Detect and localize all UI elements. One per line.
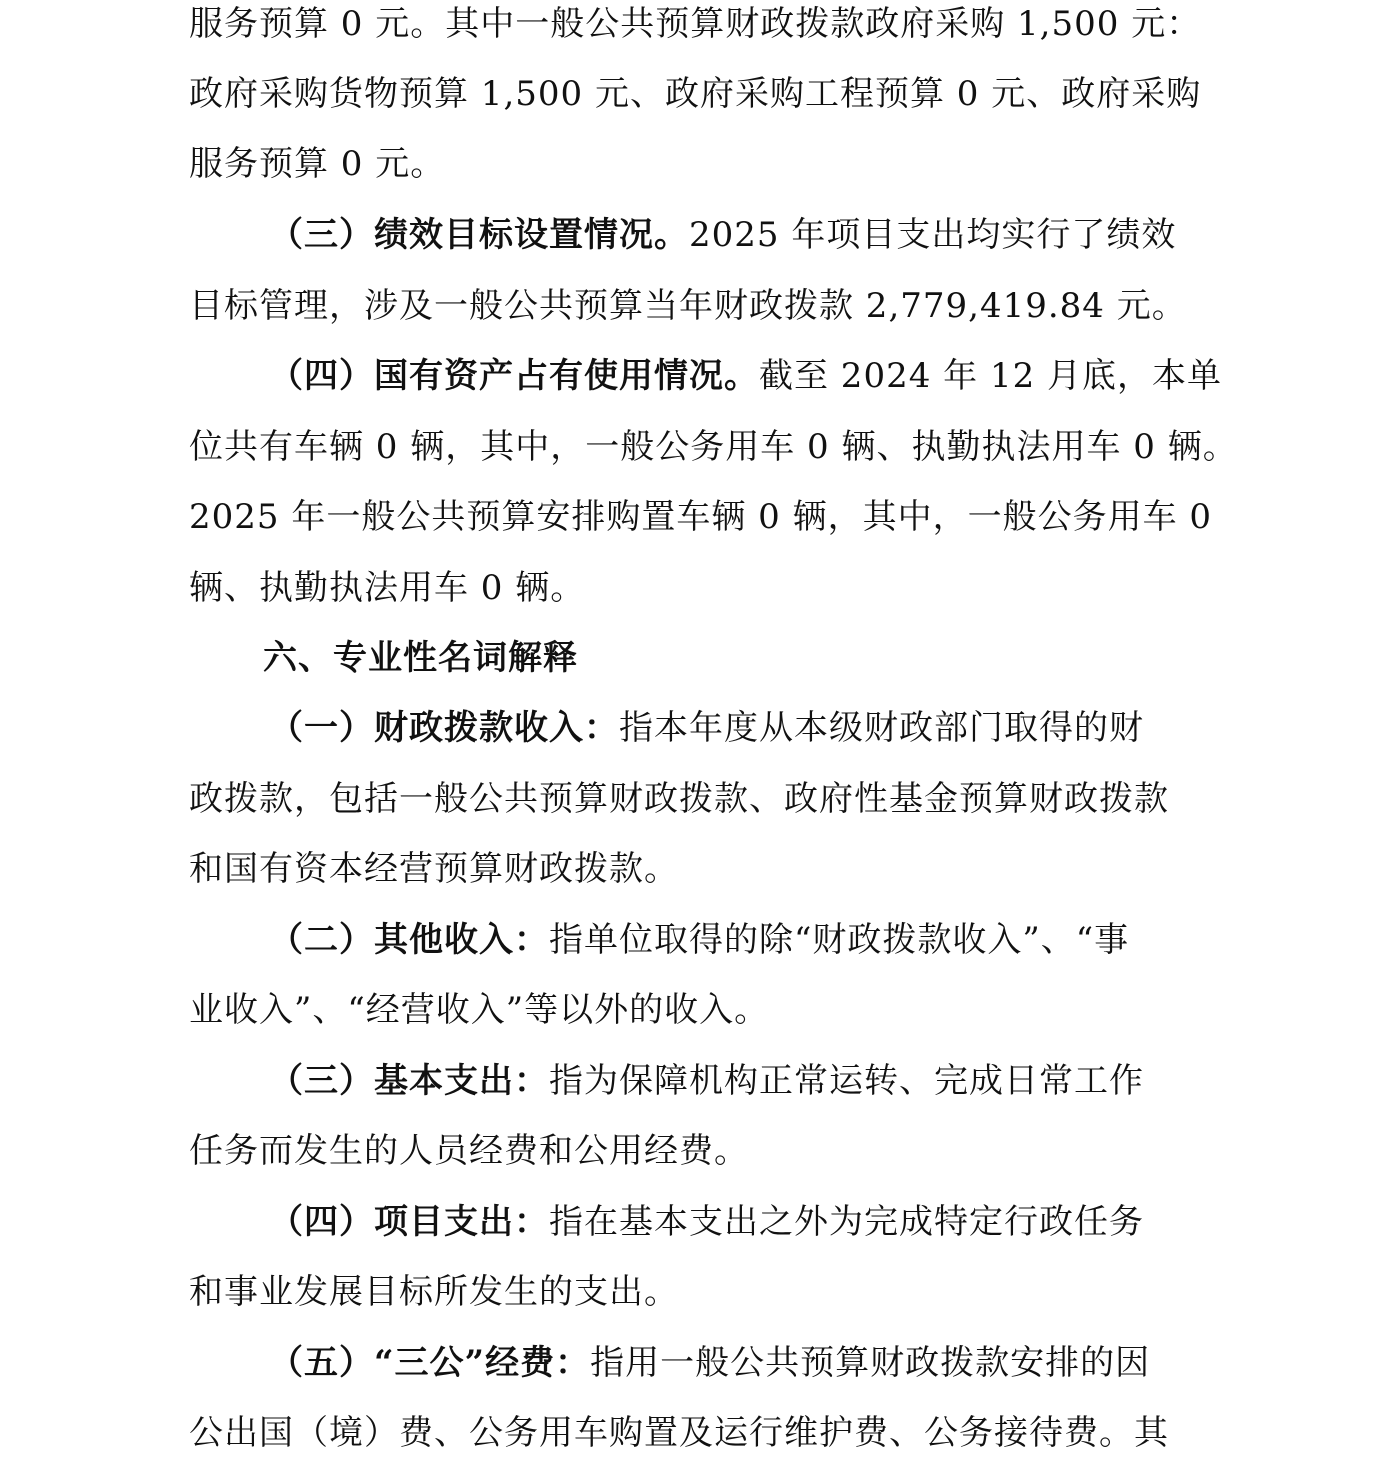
- line-text: 政府采购货物预算 1,500 元、政府采购工程预算 0 元、政府采购: [189, 74, 1202, 114]
- line-text: 服务预算 0 元。其中一般公共预算财政拨款政府采购 1,500 元：: [189, 4, 1202, 44]
- paragraph-line: [189, 424, 1238, 470]
- line-text: 业收入”、“经营收入”等以外的收入。: [189, 990, 770, 1030]
- line-text: 服务预算 0 元。: [189, 144, 446, 184]
- paragraph-line: [189, 141, 445, 187]
- line-text: 指为保障机构正常运转、完成日常工作: [549, 1061, 1144, 1101]
- paragraph-line: [189, 1128, 749, 1174]
- subsection-title: （三）绩效目标设置情况。: [269, 215, 689, 255]
- paragraph-line: [269, 1058, 1144, 1104]
- paragraph-line: [269, 705, 1144, 751]
- term-title: （三）基本支出：: [269, 1061, 549, 1101]
- term-title: （二）其他收入：: [269, 920, 549, 960]
- term-title: （四）项目支出：: [269, 1202, 549, 1242]
- paragraph-line: [189, 1, 1201, 47]
- paragraph-line: [189, 494, 1212, 540]
- section-heading: [263, 635, 578, 681]
- line-text: 目标管理，涉及一般公共预算当年财政拨款 2,779,419.84 元。: [189, 286, 1187, 326]
- line-text: 任务而发生的人员经费和公用经费。: [189, 1131, 749, 1171]
- paragraph-line: [189, 283, 1187, 329]
- paragraph-line: [269, 917, 1129, 963]
- line-text: 截至 2024 年 12 月底，本单: [759, 356, 1223, 396]
- paragraph-line: [269, 353, 1222, 399]
- section-heading-text: 六、专业性名词解释: [263, 638, 578, 678]
- paragraph-line: [189, 71, 1201, 117]
- line-text: 指用一般公共预算财政拨款安排的因: [590, 1343, 1151, 1383]
- paragraph-line: [269, 212, 1176, 258]
- line-text: 政拨款，包括一般公共预算财政拨款、政府性基金预算财政拨款: [189, 779, 1169, 819]
- paragraph-line: [189, 776, 1169, 822]
- paragraph-line: [189, 1269, 679, 1315]
- line-text: 公出国（境）费、公务用车购置及运行维护费、公务接待费。其: [189, 1413, 1169, 1453]
- line-text: 辆、执勤执法用车 0 辆。: [189, 568, 586, 608]
- line-text: 和事业发展目标所发生的支出。: [189, 1272, 679, 1312]
- line-text: 2025 年一般公共预算安排购置车辆 0 辆，其中，一般公务用车 0: [189, 497, 1213, 537]
- paragraph-line: [189, 1410, 1169, 1456]
- line-text: 指本年度从本级财政部门取得的财: [619, 708, 1144, 748]
- line-text: 指单位取得的除“财政拨款收入”、“事: [549, 920, 1130, 960]
- term-title: （五）“三公”经费：: [269, 1343, 591, 1383]
- line-text: 位共有车辆 0 辆，其中，一般公务用车 0 辆、执勤执法用车 0 辆。: [189, 427, 1238, 467]
- line-text: 指在基本支出之外为完成特定行政任务: [549, 1202, 1144, 1242]
- paragraph-line: [189, 987, 769, 1033]
- line-text: 2025 年项目支出均实行了绩效: [689, 215, 1177, 255]
- subsection-title: （四）国有资产占有使用情况。: [269, 356, 759, 396]
- paragraph-line: [269, 1340, 1150, 1386]
- term-title: （一）财政拨款收入：: [269, 708, 619, 748]
- paragraph-line: [189, 846, 679, 892]
- line-text: 和国有资本经营预算财政拨款。: [189, 849, 679, 889]
- paragraph-line: [269, 1199, 1144, 1245]
- paragraph-line: [189, 565, 585, 611]
